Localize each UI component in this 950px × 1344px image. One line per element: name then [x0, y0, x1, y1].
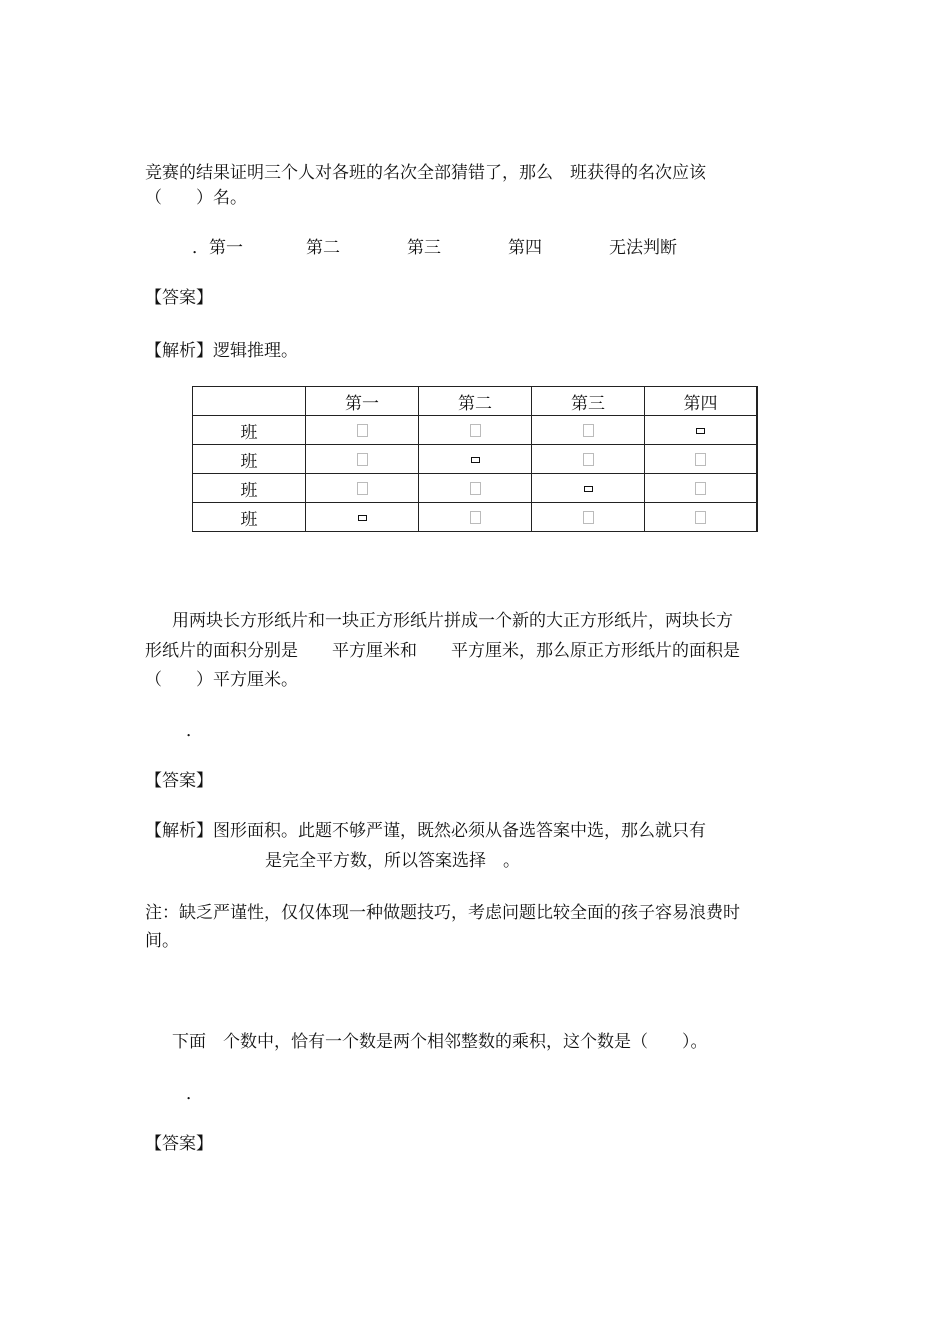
table-header-cell: 第二 — [419, 387, 532, 416]
table-row — [193, 503, 758, 532]
row-label: 班 — [193, 474, 306, 503]
q3-answer-label: 【答案】 — [145, 1134, 213, 1154]
table-row — [193, 445, 758, 474]
q2-analysis-line2: 是完全平方数，所以答案选择 。 — [265, 851, 520, 871]
empty-box-icon — [695, 482, 706, 495]
q1-analysis: 【解析】逻辑推理。 — [145, 341, 298, 361]
q2-note-line2: 间。 — [145, 931, 179, 951]
empty-box-icon — [583, 453, 594, 466]
q2-answer-label: 【答案】 — [145, 771, 213, 791]
empty-box-icon — [583, 511, 594, 524]
q2-note-line1: 注：缺乏严谨性，仅仅体现一种做题技巧，考虑问题比较全面的孩子容易浪费时 — [145, 903, 740, 923]
q1-stem-line2: （ ）名。 — [145, 188, 247, 208]
table-header-row — [193, 387, 758, 416]
q1-answer-label: 【答案】 — [145, 288, 213, 308]
empty-box-icon — [583, 424, 594, 437]
mark-icon — [584, 486, 593, 492]
table-header-cell: 第四 — [645, 387, 758, 416]
q3-stem: 下面 个数中，恰有一个数是两个相邻整数的乘积，这个数是（ ）。 — [172, 1032, 708, 1052]
table-header-cell: 第三 — [532, 387, 645, 416]
empty-box-icon — [357, 453, 368, 466]
q1-stem-line1: 竞赛的结果证明三个人对各班的名次全部猜错了，那么 班获得的名次应该 — [145, 163, 706, 183]
empty-box-icon — [695, 453, 706, 466]
row-label: 班 — [193, 445, 306, 474]
empty-box-icon — [470, 424, 481, 437]
q2-stem-line3: （ ）平方厘米。 — [145, 670, 298, 690]
row-label: 班 — [193, 416, 306, 445]
q1-option-d: 第四 — [508, 238, 542, 258]
table-header-cell — [193, 387, 306, 416]
q3-option: ． — [186, 1084, 203, 1104]
mark-icon — [471, 457, 480, 463]
table-header-cell: 第一 — [306, 387, 419, 416]
q1-option-e: 无法判断 — [609, 238, 677, 258]
empty-box-icon — [695, 511, 706, 524]
q1-option-c: 第三 — [407, 238, 441, 258]
mark-icon — [696, 428, 705, 434]
empty-box-icon — [357, 482, 368, 495]
empty-box-icon — [357, 424, 368, 437]
empty-box-icon — [470, 482, 481, 495]
q2-stem-line1: 用两块长方形纸片和一块正方形纸片拼成一个新的大正方形纸片，两块长方 — [172, 611, 733, 631]
table-row — [193, 416, 758, 445]
row-label: 班 — [193, 503, 306, 532]
q1-option-b: 第二 — [306, 238, 340, 258]
q2-analysis-line1: 【解析】图形面积。此题不够严谨，既然必须从备选答案中选，那么就只有 — [145, 821, 706, 841]
table-row — [193, 474, 758, 503]
q1-option-a: ．第一 — [192, 238, 243, 258]
mark-icon — [358, 515, 367, 521]
q2-stem-line2: 形纸片的面积分别是 平方厘米和 平方厘米，那么原正方形纸片的面积是 — [145, 641, 740, 661]
q2-option: ． — [186, 721, 203, 741]
ranking-table — [192, 386, 758, 532]
empty-box-icon — [470, 511, 481, 524]
